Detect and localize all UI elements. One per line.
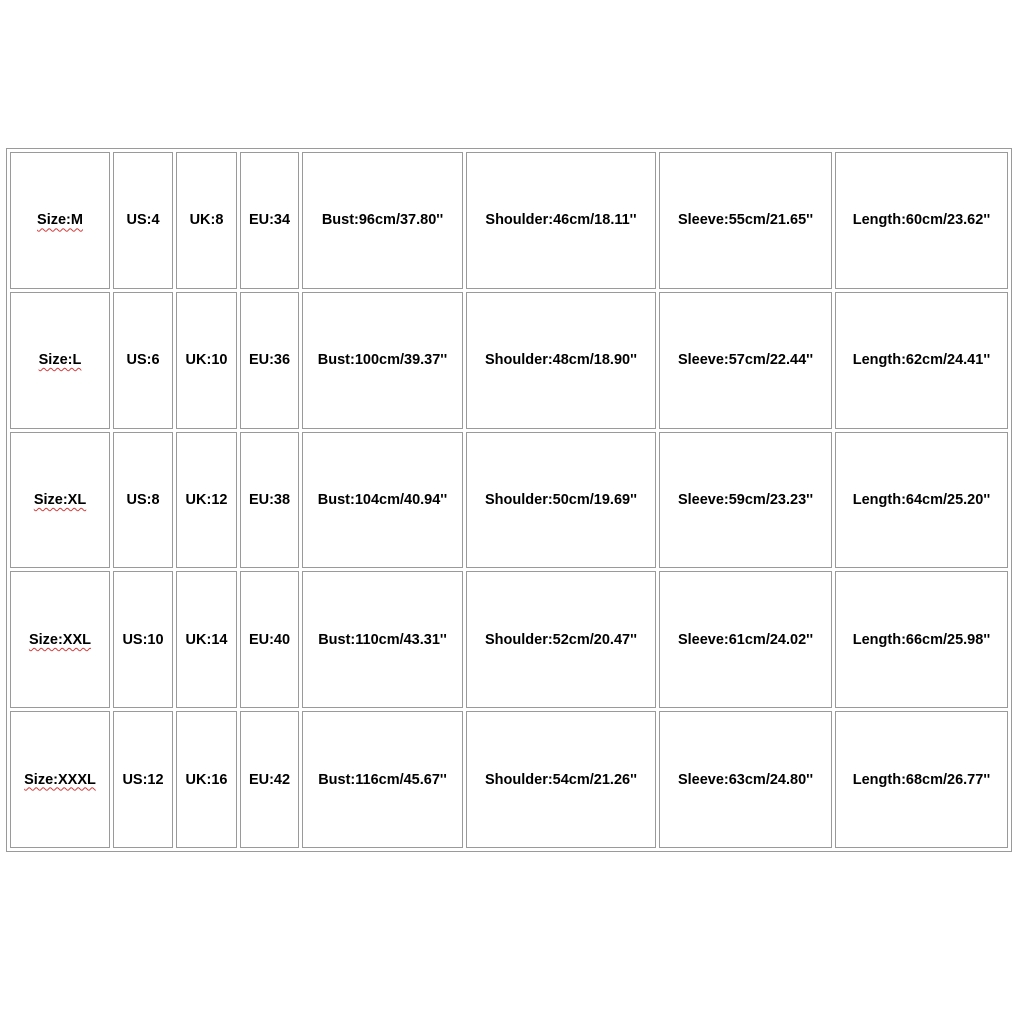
bust-cell: Bust:110cm/43.31'' (302, 571, 463, 708)
length-cell: Length:64cm/25.20'' (835, 432, 1008, 569)
size-label: Size:L (38, 352, 82, 369)
sleeve-cell: Sleeve:55cm/21.65'' (659, 152, 832, 289)
sleeve-cell: Sleeve:57cm/22.44'' (659, 292, 832, 429)
bust-cell: Bust:116cm/45.67'' (302, 711, 463, 848)
us-size-cell: US:8 (113, 432, 173, 569)
us-size-cell: US:12 (113, 711, 173, 848)
table-row (10, 152, 1008, 289)
us-size-cell: US:6 (113, 292, 173, 429)
table-row (10, 292, 1008, 429)
sleeve-cell: Sleeve:63cm/24.80'' (659, 711, 832, 848)
sleeve-cell: Sleeve:59cm/23.23'' (659, 432, 832, 569)
uk-size-cell: UK:10 (176, 292, 237, 429)
eu-size-cell: EU:40 (240, 571, 299, 708)
eu-size-cell: EU:36 (240, 292, 299, 429)
us-size-cell: US:4 (113, 152, 173, 289)
table-row (10, 432, 1008, 569)
size-chart-table (6, 148, 1012, 852)
table-row (10, 711, 1008, 848)
shoulder-cell: Shoulder:46cm/18.11'' (466, 152, 656, 289)
table-row (10, 571, 1008, 708)
shoulder-cell: Shoulder:50cm/19.69'' (466, 432, 656, 569)
shoulder-cell: Shoulder:54cm/21.26'' (466, 711, 656, 848)
shoulder-cell: Shoulder:52cm/20.47'' (466, 571, 656, 708)
uk-size-cell: UK:14 (176, 571, 237, 708)
bust-cell: Bust:104cm/40.94'' (302, 432, 463, 569)
uk-size-cell: UK:16 (176, 711, 237, 848)
shoulder-cell: Shoulder:48cm/18.90'' (466, 292, 656, 429)
us-size-cell: US:10 (113, 571, 173, 708)
size-cell (10, 152, 110, 289)
uk-size-cell: UK:12 (176, 432, 237, 569)
eu-size-cell: EU:34 (240, 152, 299, 289)
length-cell: Length:60cm/23.62'' (835, 152, 1008, 289)
length-cell: Length:62cm/24.41'' (835, 292, 1008, 429)
length-cell: Length:66cm/25.98'' (835, 571, 1008, 708)
bust-cell: Bust:100cm/39.37'' (302, 292, 463, 429)
bust-cell: Bust:96cm/37.80'' (302, 152, 463, 289)
eu-size-cell: EU:38 (240, 432, 299, 569)
uk-size-cell: UK:8 (176, 152, 237, 289)
size-cell (10, 432, 110, 569)
size-label: Size:XXXL (24, 771, 96, 788)
size-cell (10, 711, 110, 848)
size-label: Size:XL (33, 491, 87, 508)
sleeve-cell: Sleeve:61cm/24.02'' (659, 571, 832, 708)
size-chart-grid (7, 149, 1011, 851)
size-label: Size:M (37, 212, 83, 229)
size-cell (10, 571, 110, 708)
eu-size-cell: EU:42 (240, 711, 299, 848)
size-label: Size:XXL (28, 631, 92, 648)
length-cell: Length:68cm/26.77'' (835, 711, 1008, 848)
size-cell (10, 292, 110, 429)
